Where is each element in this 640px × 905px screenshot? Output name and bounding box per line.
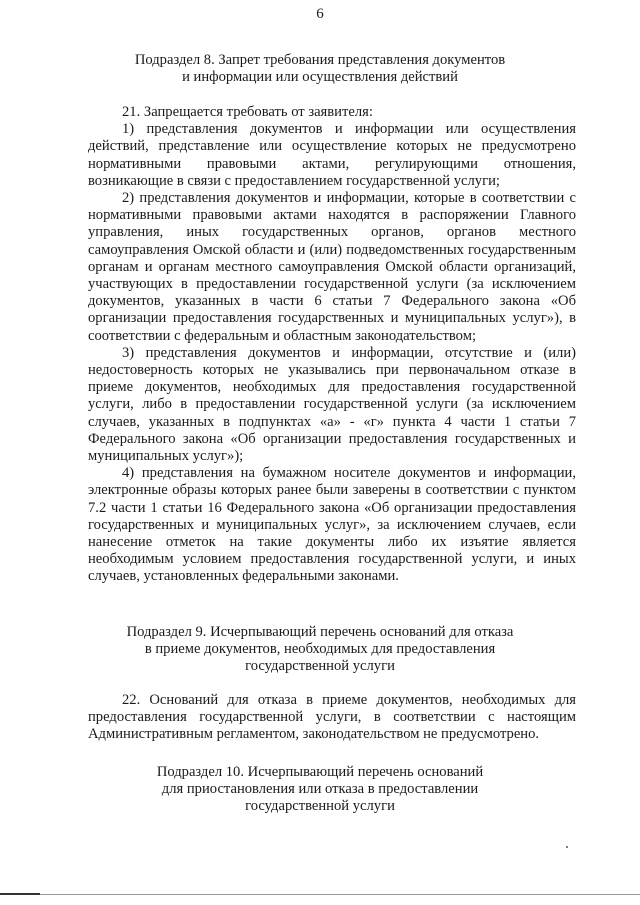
- section-8-title-line-1: Подраздел 8. Запрет требования представления документов: [134, 52, 506, 68]
- section-9-title-line-1: Подраздел 9. Исчерпывающий перечень оснований для отказа: [126, 624, 514, 640]
- clause-22-text: 22. Оснований для отказа в приеме документов, необходимых для предоставления государственной услуги, в соответствии с настоящим Административным регламентом, законодательством не предусмотрено.: [88, 692, 576, 743]
- section-10-title-line-2: для приостановления или отказа в предоставлении: [161, 781, 479, 797]
- clause-21-item-4: 4) представления на бумажном носителе документов и информации, электронные образы которых ранее были заверены в соответствии с пунктом 7.2 части 1 статьи 16 Федерального закона «Об организации предоставления государственных и муниципальных услуг», за исключением случаев, если нанесение отметок на такие документы либо их изъятие является необходимым условием предоставления государственной услуги, и иных случаев, установленных федеральными законами.: [88, 465, 576, 585]
- clause-21-intro: 21. Запрещается требовать от заявителя:: [122, 104, 373, 120]
- clause-21-item-1: 1) представления документов и информации или осуществления действий, представление или осуществление которых не предусмотрено нормативными правовыми актами, регулирующими отношения, возникающие в связи с предоставлением государственной услуги;: [88, 121, 576, 189]
- section-10-title-line-3: государственной услуги: [245, 798, 395, 814]
- section-10-heading: [100, 764, 540, 815]
- clause-21-item-3: 3) представления документов и информации, отсутствие и (или) недостоверность которых не указывались при первоначальном отказе в приеме документов, необходимых для предоставления государственной услуги, либо в предоставлении государственной услуги (за исключением случаев, указанных в подпунктах «а» - «г» пункта 4 части 1 статьи 7 Федерального закона «Об организации предоставления государственных и муниципальных услуг»);: [88, 344, 576, 465]
- section-10-title-line-1: Подраздел 10. Исчерпывающий перечень оснований: [156, 764, 484, 780]
- section-9-title-line-3: государственной услуги: [245, 658, 395, 674]
- section-8-heading: [100, 52, 540, 86]
- clause-22: [88, 692, 576, 744]
- page-number: 6: [316, 6, 324, 22]
- scan-edge-line: [0, 894, 640, 895]
- clause-21: [88, 104, 576, 586]
- scan-edge-mark: [0, 893, 40, 895]
- section-9-heading: [100, 624, 540, 675]
- section-9-title-line-2: в приеме документов, необходимых для предоставления: [144, 641, 496, 657]
- section-8-title-line-2: и информации или осуществления действий: [182, 69, 458, 85]
- clause-21-item-2: 2) представления документов и информации, которые в соответствии с нормативными правовыми актами находятся в распоряжении Главного управления, иных государственных органов, органов местного самоуправления Омской области и (или) подведомственных государственным органам и органам местного самоуправления Омской области организаций, участвующих в предоставлении государственной услуги (за исключением документов, указанных в части 6 статьи 7 Федерального закона «Об организации предоставления государственных и муниципальных услуг»), в соответствии с федеральным и областным законодательством;: [88, 190, 576, 344]
- scan-speck: [566, 846, 568, 848]
